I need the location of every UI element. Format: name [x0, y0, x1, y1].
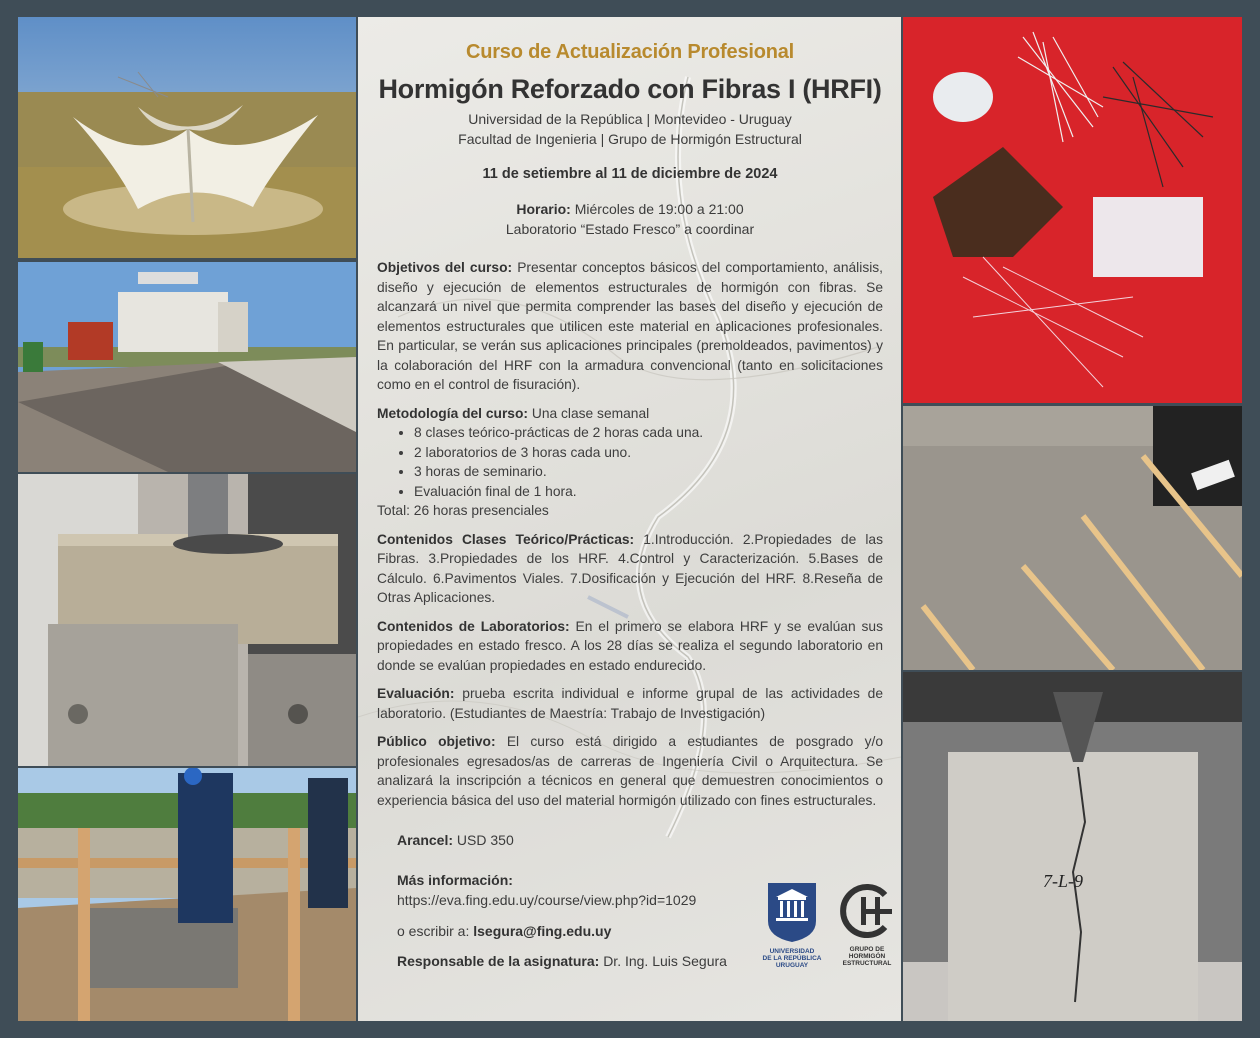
fee: [397, 830, 883, 850]
udelar-logo: [762, 881, 822, 969]
lab-contents-label: Contenidos de Laboratorios:: [377, 618, 570, 634]
fibers-samples-photo: [903, 17, 1242, 403]
evaluation-label: Evaluación:: [377, 686, 455, 701]
lab-contents-text: En el primero se elabora HRF y se evalúan sus propiedades en estado fresco. A los 28 días se realiza el segundo laboratorio en donde se evalúan propiedades en estado endurecido.: [377, 618, 883, 673]
shell-structure-photo: [18, 17, 356, 258]
list-item: • Evaluación final de 1 hora.: [414, 482, 883, 502]
objectives-text: Presentar conceptos básicos del comportamiento, análisis, diseño y ejecución de elementos estructurales de hormigón con fibras. Se alcanzará un nivel que permita comprender las bases del diseño y ejecución de elementos estructurales que utilicen este material en aplicaciones profesionales. En particular, se verán sus aplicaciones principales (premoldeados, pavimentos) y la colaboración del HRF con la armadura convencional (tanto en solicitaciones como en el control de fisuración).: [377, 260, 884, 392]
course-title: Hormigón Reforzado con Fibras I (HRFI): [378, 74, 882, 104]
schedule-value: Miércoles de 19:00 a 21:00: [574, 201, 744, 217]
grupo-caption: [837, 946, 897, 967]
more-info-link[interactable]: https://eva.fing.edu.uy/course/view.php?id=1029: [397, 892, 697, 908]
udelar-caption: [762, 948, 822, 969]
fee-value: USD 350: [456, 832, 514, 848]
audience-label: Público objetivo:: [377, 734, 496, 749]
email-prefix: o escribir a:: [397, 923, 470, 939]
grupo-caption-line: HORMIGÓN: [848, 953, 886, 960]
paving-machine-photo: [18, 262, 356, 472]
course-info-panel: [358, 17, 901, 1021]
methodology-text: Una clase semanal: [531, 405, 650, 421]
evaluation-text: prueba escrita individual e informe grupal de las actividades de laboratorio. (Estudiantes de Maestría: Trabajo de Investigación): [377, 686, 883, 721]
more-info-label: Más información:: [397, 872, 513, 888]
theory-contents-text: 1.Introducción. 2.Propiedades de las Fibras. 3.Propiedades de los HRF. 4.Control y Caracterización. 5.Bases de Cálculo. 6.Pavimentos Viales. 7.Dosificación y Ejecución del HRF. 8.Reseña de Otras Aplicaciones.: [377, 531, 883, 605]
responsible-value: Dr. Ing. Luis Segura: [603, 953, 727, 969]
workers-casting-photo: [18, 768, 356, 1021]
list-item: • 3 horas de seminario.: [414, 462, 883, 482]
methodology-total: Total: 26 horas presenciales: [377, 503, 549, 518]
grupo-caption-line: GRUPO DE: [849, 946, 885, 953]
cracked-specimen-photo: [903, 672, 1242, 1021]
theory-contents-label: Contenidos Clases Teórico/Prácticas:: [377, 531, 635, 547]
udelar-caption-line: URUGUAY: [775, 962, 809, 969]
lab-contents-section: [377, 617, 883, 676]
methodology-list: [377, 423, 883, 501]
evaluation-section: [377, 684, 883, 723]
schedule-label: Horario:: [516, 201, 571, 217]
fee-label: Arancel:: [397, 832, 454, 848]
course-dates: 11 de setiembre al 11 de diciembre de 2024: [482, 166, 778, 182]
methodology-label: Metodología del curso:: [377, 405, 529, 421]
udelar-caption-line: UNIVERSIDAD: [769, 948, 815, 955]
objectives-section: [377, 258, 883, 395]
udelar-emblem-icon: [762, 881, 822, 943]
beam-test-photo: [18, 474, 356, 766]
responsible-label: Responsable de la asignatura:: [397, 953, 600, 969]
email-link[interactable]: lsegura@fing.edu.uy: [473, 923, 612, 939]
theory-contents-section: [377, 530, 883, 608]
grupo-caption-line: ESTRUCTURAL: [842, 960, 892, 967]
lab-schedule: Laboratorio “Estado Fresco” a coordinar: [505, 221, 755, 237]
schedule: [377, 199, 883, 239]
methodology-section: [377, 404, 883, 521]
course-kind: Curso de Actualización Profesional: [465, 41, 795, 63]
fresh-concrete-photo: [903, 406, 1242, 670]
list-item: • 8 clases teórico-prácticas de 2 horas cada una.: [414, 423, 883, 443]
grupo-hormigon-logo: [837, 881, 897, 967]
objectives-label: Objetivos del curso:: [377, 260, 513, 275]
audience-text: El curso está dirigido a estudiantes de posgrado y/o profesionales egresados/as de carreras de Ingeniería Civil o Arquitectura. Se analizará la inscripción a técnicos en general que demuestren conocimientos o experiencia básica del uso del material hormigón utilizado con fines estructurales.: [377, 734, 883, 808]
grupo-hormigon-emblem-icon: [837, 881, 897, 941]
audience-section: [377, 732, 883, 810]
svg-text:7-L-9: 7-L-9: [1043, 871, 1083, 891]
udelar-caption-line: DE LA REPÚBLICA: [762, 955, 822, 962]
institution-line-1: Universidad de la República | Montevideo - Uruguay: [468, 111, 792, 127]
institution-line-2: Facultad de Ingenieria | Grupo de Hormigón Estructural: [458, 131, 802, 147]
list-item: • 2 laboratorios de 3 horas cada uno.: [414, 443, 883, 463]
